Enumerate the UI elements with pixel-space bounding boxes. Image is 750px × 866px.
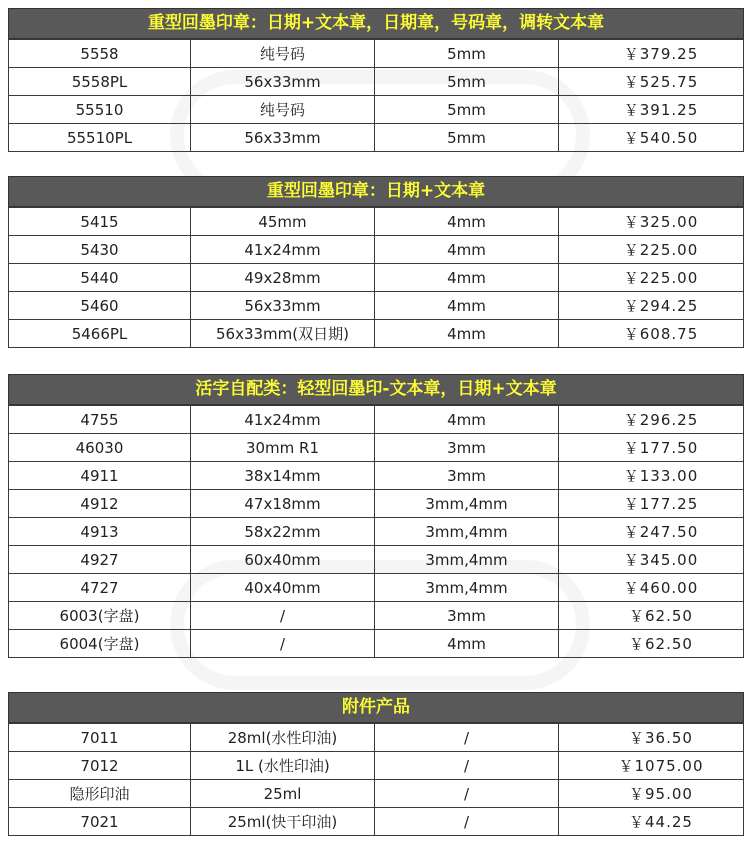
price-cell: ￥379.25 (559, 40, 744, 68)
model-cell: 4912 (9, 490, 191, 518)
font-size-cell: 4mm (375, 292, 559, 320)
model-cell: 4911 (9, 462, 191, 490)
size-cell: 56x33mm (191, 124, 375, 152)
model-cell: 6003(字盘) (9, 602, 191, 630)
price-cell: ￥608.75 (559, 320, 744, 348)
model-cell: 4727 (9, 574, 191, 602)
table-row (9, 808, 744, 836)
font-size-cell: 3mm,4mm (375, 574, 559, 602)
table-row (9, 68, 744, 96)
price-cell: ￥325.00 (559, 208, 744, 236)
model-cell: 55510PL (9, 124, 191, 152)
table-row (9, 630, 744, 658)
size-cell: 30mm R1 (191, 434, 375, 462)
section-title: 活字自配类：轻型回墨印-文本章，日期+文本章 (8, 374, 744, 405)
model-cell: 4927 (9, 546, 191, 574)
font-size-cell: / (375, 752, 559, 780)
size-cell: 40x40mm (191, 574, 375, 602)
section-3 (8, 374, 744, 658)
font-size-cell: / (375, 724, 559, 752)
font-size-cell: 4mm (375, 236, 559, 264)
font-size-cell: 4mm (375, 320, 559, 348)
table-row (9, 264, 744, 292)
table-row (9, 518, 744, 546)
table-row (9, 40, 744, 68)
section-1 (8, 8, 744, 152)
model-cell: 4913 (9, 518, 191, 546)
size-cell: 纯号码 (191, 96, 375, 124)
font-size-cell: 4mm (375, 406, 559, 434)
size-cell: 41x24mm (191, 406, 375, 434)
table-row (9, 780, 744, 808)
font-size-cell: 4mm (375, 264, 559, 292)
size-cell: 28ml(水性印油) (191, 724, 375, 752)
font-size-cell: 5mm (375, 68, 559, 96)
price-cell: ￥177.25 (559, 490, 744, 518)
table-row (9, 724, 744, 752)
model-cell: 55510 (9, 96, 191, 124)
price-cell: ￥133.00 (559, 462, 744, 490)
table-row (9, 574, 744, 602)
model-cell: 46030 (9, 434, 191, 462)
size-cell: 56x33mm(双日期) (191, 320, 375, 348)
model-cell: 4755 (9, 406, 191, 434)
size-cell: 58x22mm (191, 518, 375, 546)
price-cell: ￥36.50 (559, 724, 744, 752)
price-cell: ￥177.50 (559, 434, 744, 462)
price-cell: ￥225.00 (559, 236, 744, 264)
size-cell: 1L (水性印油) (191, 752, 375, 780)
font-size-cell: 5mm (375, 96, 559, 124)
table-row (9, 236, 744, 264)
size-cell: 60x40mm (191, 546, 375, 574)
model-cell: 5415 (9, 208, 191, 236)
price-cell: ￥247.50 (559, 518, 744, 546)
model-cell: 5430 (9, 236, 191, 264)
model-cell: 7012 (9, 752, 191, 780)
price-cell: ￥296.25 (559, 406, 744, 434)
font-size-cell: 5mm (375, 40, 559, 68)
section-title: 重型回墨印章：日期+文本章，日期章，号码章，调转文本章 (8, 8, 744, 39)
table-row (9, 546, 744, 574)
price-table (8, 207, 744, 348)
model-cell: 7021 (9, 808, 191, 836)
price-cell: ￥460.00 (559, 574, 744, 602)
size-cell: / (191, 630, 375, 658)
table-row (9, 752, 744, 780)
table-row (9, 292, 744, 320)
font-size-cell: 3mm (375, 462, 559, 490)
price-cell: ￥345.00 (559, 546, 744, 574)
price-cell: ￥1075.00 (559, 752, 744, 780)
table-row (9, 406, 744, 434)
price-table (8, 405, 744, 658)
font-size-cell: 3mm,4mm (375, 490, 559, 518)
size-cell: 41x24mm (191, 236, 375, 264)
price-table (8, 723, 744, 836)
font-size-cell: 4mm (375, 630, 559, 658)
table-row (9, 490, 744, 518)
table-row (9, 434, 744, 462)
model-cell: 6004(字盘) (9, 630, 191, 658)
model-cell: 5460 (9, 292, 191, 320)
size-cell: 纯号码 (191, 40, 375, 68)
font-size-cell: 3mm,4mm (375, 546, 559, 574)
section-2 (8, 176, 744, 348)
table-row (9, 602, 744, 630)
size-cell: 25ml(快干印油) (191, 808, 375, 836)
price-cell: ￥525.75 (559, 68, 744, 96)
model-cell: 7011 (9, 724, 191, 752)
price-cell: ￥225.00 (559, 264, 744, 292)
size-cell: 38x14mm (191, 462, 375, 490)
font-size-cell: 3mm (375, 434, 559, 462)
size-cell: 56x33mm (191, 292, 375, 320)
table-row (9, 208, 744, 236)
size-cell: / (191, 602, 375, 630)
font-size-cell: / (375, 780, 559, 808)
size-cell: 49x28mm (191, 264, 375, 292)
model-cell: 隐形印油 (9, 780, 191, 808)
section-title: 重型回墨印章：日期+文本章 (8, 176, 744, 207)
price-cell: ￥44.25 (559, 808, 744, 836)
model-cell: 5558 (9, 40, 191, 68)
price-cell: ￥391.25 (559, 96, 744, 124)
font-size-cell: / (375, 808, 559, 836)
section-4 (8, 692, 744, 836)
price-cell: ￥62.50 (559, 630, 744, 658)
price-cell: ￥294.25 (559, 292, 744, 320)
section-title: 附件产品 (8, 692, 744, 723)
size-cell: 45mm (191, 208, 375, 236)
font-size-cell: 3mm,4mm (375, 518, 559, 546)
font-size-cell: 5mm (375, 124, 559, 152)
table-row (9, 96, 744, 124)
table-row (9, 124, 744, 152)
price-cell: ￥62.50 (559, 602, 744, 630)
price-table (8, 39, 744, 152)
price-cell: ￥540.50 (559, 124, 744, 152)
size-cell: 56x33mm (191, 68, 375, 96)
model-cell: 5558PL (9, 68, 191, 96)
size-cell: 25ml (191, 780, 375, 808)
font-size-cell: 4mm (375, 208, 559, 236)
model-cell: 5466PL (9, 320, 191, 348)
table-row (9, 462, 744, 490)
font-size-cell: 3mm (375, 602, 559, 630)
size-cell: 47x18mm (191, 490, 375, 518)
price-cell: ￥95.00 (559, 780, 744, 808)
model-cell: 5440 (9, 264, 191, 292)
table-row (9, 320, 744, 348)
